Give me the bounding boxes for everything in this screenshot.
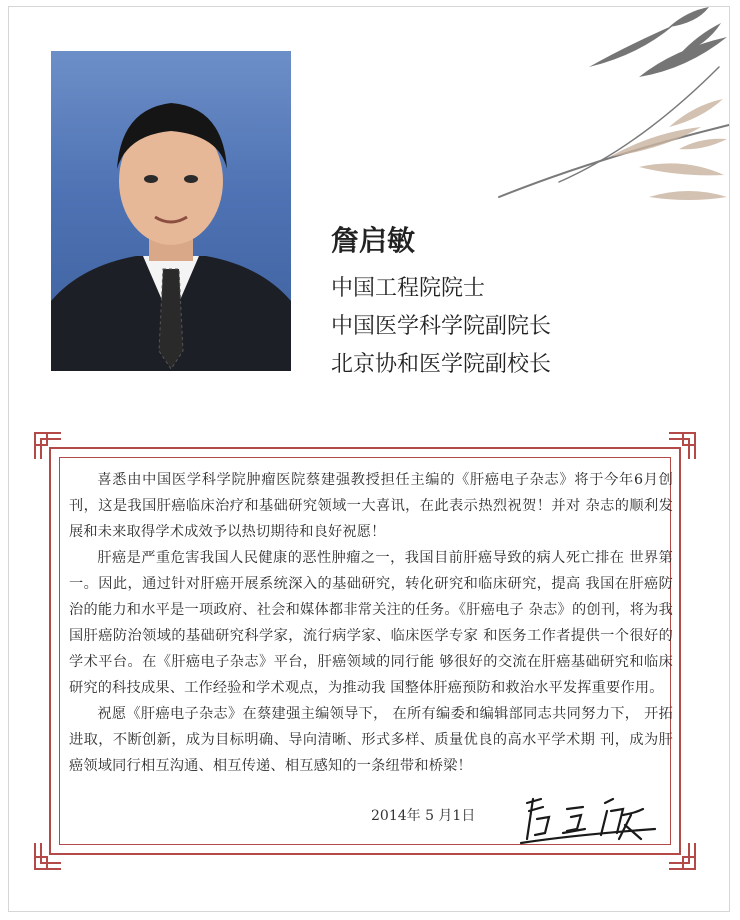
frame-corner-ornament xyxy=(665,839,699,873)
title-academician: 中国工程院院士 xyxy=(331,276,486,301)
bamboo-decoration xyxy=(439,7,729,227)
letter-body xyxy=(69,467,673,779)
title-vice-principal: 北京协和医学院副校长 xyxy=(331,352,552,377)
letter-date: 2014年 5 月1日 xyxy=(371,808,476,824)
letter-paragraph: 肝癌是严重危害我国人民健康的恶性肿瘤之一，我国目前肝癌导致的病人死亡排在 世界第一。因此，通过针对肝癌开展系统深入的基础研究，转化研究和临床研究，提高 我国在肝癌防治的能力和水平是一项政府、社会和媒体都非常关注的任务。《肝癌电子 杂志》的创刊，将为我国肝癌防治领域的基础研究科学家，流行病学家、临床医学专家 和医务工作者提供一个很好的学术平台。在《肝癌电子杂志》平台，肝癌领域的同行能 够很好的交流在肝癌基础研究和临床研究的科技成果、工作经验和学术观点，为推动我 国整体肝癌预防和救治水平发挥重要作用。 xyxy=(69,550,673,696)
portrait-photo xyxy=(51,51,291,371)
frame-corner-ornament xyxy=(31,429,65,463)
handwritten-signature xyxy=(513,789,663,849)
title-vice-president: 中国医学科学院副院长 xyxy=(331,314,552,339)
portrait-illustration xyxy=(51,51,291,371)
person-name: 詹启敏 xyxy=(331,224,416,257)
frame-corner-ornament xyxy=(665,429,699,463)
page xyxy=(8,6,730,912)
frame-corner-ornament xyxy=(31,839,65,873)
letter-paragraph: 祝愿《肝癌电子杂志》在蔡建强主编领导下， 在所有编委和编辑部同志共同努力下， 开拓进取，不断创新，成为目标明确、导向清晰、形式多样、质量优良的高水平学术期 刊，成为肝癌领域同行相互沟通、相互传递、相互感知的一条纽带和桥梁！ xyxy=(69,706,673,774)
letter-paragraph: 喜悉由中国医学科学院肿瘤医院蔡建强教授担任主编的《肝癌电子杂志》将于今年6月创刊，这是我国肝癌临床治疗和基础研究领域一大喜讯，在此表示热烈祝贺！并对 杂志的顺利发展和未来取得学术成效予以热切期待和良好祝愿！ xyxy=(69,472,673,540)
